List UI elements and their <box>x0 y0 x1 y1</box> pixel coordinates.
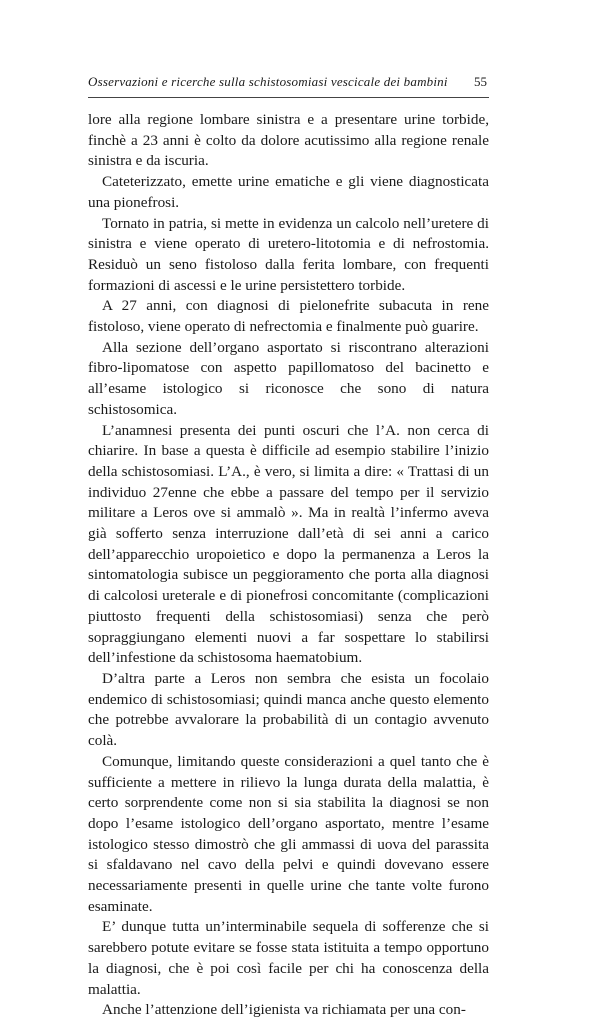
header-rule <box>88 97 489 98</box>
paragraph: Comunque, limitando queste considerazioni a quel tanto che è sufficiente a mettere in rilievo la lunga durata della malattia, è certo sorprendente come non si sia stabilita la diagnosi se non dopo l’esame istologico dell’organo asportato, mentre l’esame istologico stesso dimostrò che gli ammassi di uova del parassita si sfaldavano nel cavo della pelvi e quindi dovevano essere necessariamente presenti in quelle urine che tante volte furono esaminate. <box>88 752 489 915</box>
page-number: 55 <box>474 74 487 89</box>
paragraph: D’altra parte a Leros non sembra che esista un focolaio endemico di schistosomiasi; quindi manca anche questo elemento che potrebbe avvalorare la probabilità di un contagio avvenuto colà. <box>88 669 489 750</box>
body-text <box>88 110 489 1021</box>
paragraph: Anche l’attenzione dell’igienista va richiamata per una con- <box>102 1001 466 1019</box>
paragraph: Cateterizzato, emette urine ematiche e gli viene diagnosticata una pionefrosi. <box>88 173 489 211</box>
paragraph: E’ dunque tutta un’interminabile sequela di sofferenze che si sarebbero potute evitare se fosse stata istituita a tempo opportuno la diagnosi, che è poi così facile per chi ha conoscenza della malattia. <box>88 918 489 998</box>
paragraph: Tornato in patria, si mette in evidenza un calcolo nell’uretere di sinistra e viene operato di uretero-litotomia e di nefrostomia. Residuò un seno fistoloso dalla ferita lombare, con frequenti formazioni di ascessi e le urine persistettero torbide. <box>88 214 489 294</box>
paragraph: L’anamnesi presenta dei punti oscuri che l’A. non cerca di chiarire. In base a questa è difficile ad esempio stabilire l’inizio della schistosomiasi. L’A., è vero, si limita a dire: « Trattasi di un individuo 27enne che ebbe a passare del tempo per il servizio militare a Leros ove si ammalò ». Ma in realtà l’infermo aveva già sofferto senza interruzione dall’età di sei anni a carico dell’apparecchio uropoietico e dopo la permanenza a Leros la sintomatologia subisce un peggioramento che porta alla diagnosi di calcolosi ureterale e di pionefrosi concomitante (complicazioni piuttosto frequenti della schistosomiasi) senza che però sopraggiungano elementi nuovi a far sospettare lo stabilirsi dell’infestione da schistosoma haematobium. <box>88 421 489 667</box>
running-title: Osservazioni e ricerche sulla schistosomiasi vescicale dei bambini <box>88 74 448 89</box>
paragraph: Alla sezione dell’organo asportato si riscontrano alterazioni fibro-lipomatose con aspetto papillomatoso del bacinetto e all’esame istologico si riconosce che sono di natura schistosomica. <box>88 338 489 418</box>
paragraph: lore alla regione lombare sinistra e a presentare urine torbide, finchè a 23 anni è colto da dolore acutissimo alla regione renale sinistra e da iscuria. <box>88 111 489 170</box>
running-header <box>88 74 488 90</box>
paragraph: A 27 anni, con diagnosi di pielonefrite subacuta in rene fistoloso, viene operato di nefrectomia e finalmente può guarire. <box>88 297 489 336</box>
